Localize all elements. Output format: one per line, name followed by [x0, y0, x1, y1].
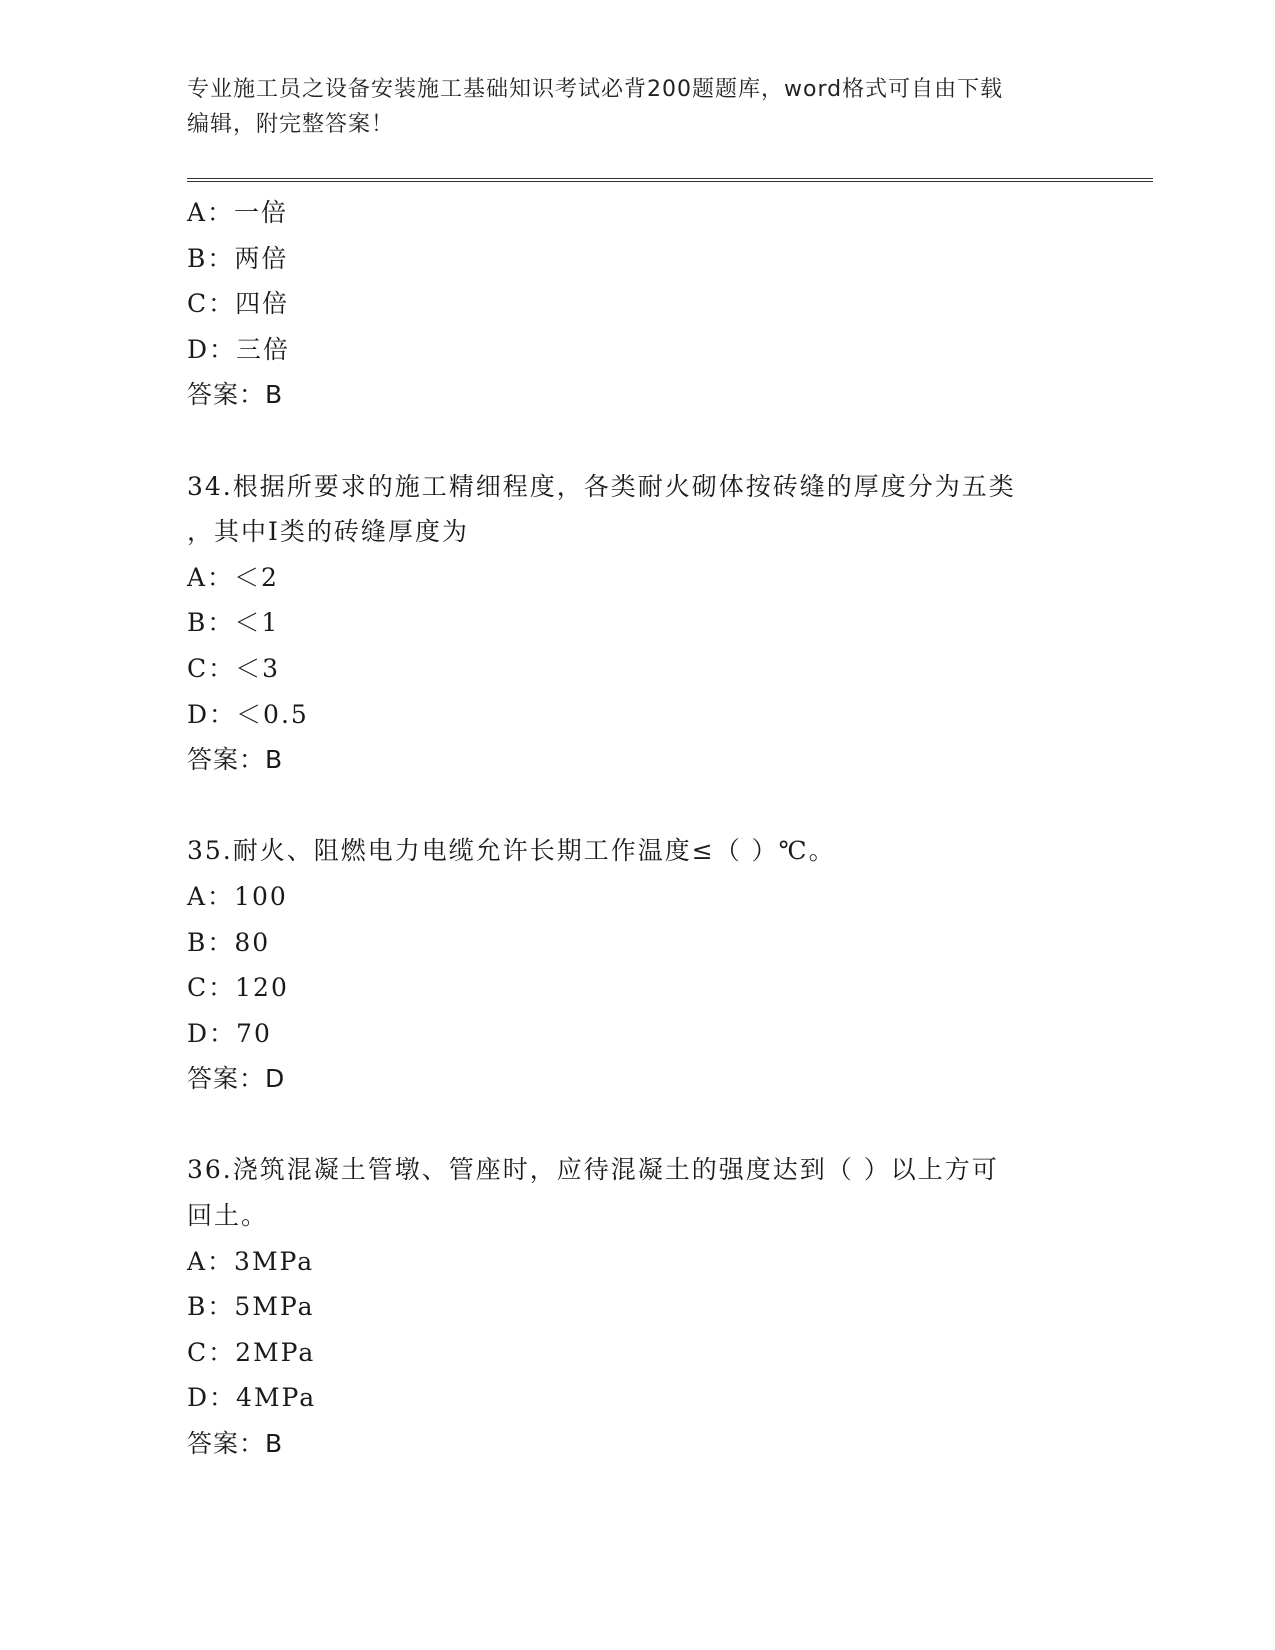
option-c: C：120	[187, 973, 289, 1003]
spacer	[187, 783, 1087, 829]
spacer	[187, 418, 1087, 464]
answer-line: 答案：B	[187, 1429, 284, 1459]
question-33	[187, 190, 1087, 418]
header-line-1: 专业施工员之设备安装施工基础知识考试必背200题题库，word格式可自由下载	[187, 77, 1004, 102]
header-line-2: 编辑，附完整答案！	[187, 112, 395, 137]
option-a: A：3MPa	[187, 1246, 315, 1276]
option-c: C：＜3	[187, 653, 281, 683]
question-34	[187, 464, 1087, 783]
option-a: A：＜2	[187, 562, 279, 592]
question-list	[187, 190, 1087, 1467]
header-divider	[187, 178, 1153, 182]
question-text-line-2: 回土。	[187, 1201, 269, 1231]
option-d: D：＜0.5	[187, 699, 309, 729]
question-text-line-1: 34.根据所要求的施工精细程度，各类耐火砌体按砖缝的厚度分为五类	[187, 471, 1016, 501]
answer-line: 答案：D	[187, 1064, 286, 1094]
answer-line: 答案：B	[187, 745, 284, 775]
option-a: A：一倍	[187, 198, 289, 227]
option-b: B：两倍	[187, 243, 289, 273]
option-d: D：三倍	[187, 334, 291, 364]
option-b: B：5MPa	[187, 1292, 315, 1322]
option-b: B：80	[187, 927, 271, 957]
option-d: D：4MPa	[187, 1383, 317, 1413]
question-text-line-1: 35.耐火、阻燃电力电缆允许长期工作温度≤（ ）℃。	[187, 836, 836, 866]
option-b: B：＜1	[187, 608, 280, 638]
document-header	[187, 72, 1067, 142]
spacer	[187, 1102, 1087, 1148]
question-35	[187, 828, 1087, 1102]
option-c: C：四倍	[187, 289, 290, 319]
option-c: C：2MPa	[187, 1337, 316, 1367]
option-a: A：100	[187, 881, 288, 911]
question-text-line-1: 36.浇筑混凝土管墩、管座时，应待混凝土的强度达到（ ）以上方可	[187, 1155, 999, 1185]
answer-line: 答案：B	[187, 380, 284, 410]
option-d: D：70	[187, 1018, 272, 1048]
question-text-line-2: ，其中Ⅰ类的砖缝厚度为	[187, 517, 469, 547]
question-36	[187, 1147, 1087, 1466]
